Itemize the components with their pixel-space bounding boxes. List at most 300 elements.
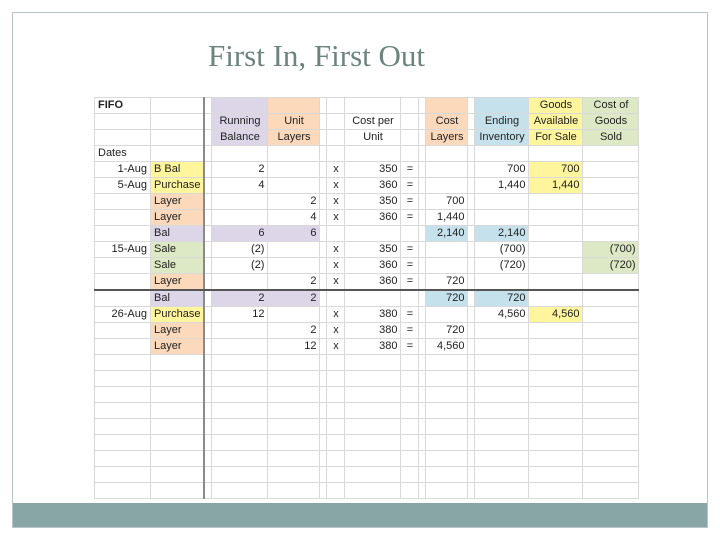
entry-label[interactable]: Purchase <box>151 307 205 323</box>
running-balance-cell[interactable]: 4 <box>212 178 268 194</box>
empty-cell[interactable] <box>95 355 151 371</box>
unit-layers-cell[interactable]: 12 <box>268 339 320 355</box>
entry-label[interactable]: Bal <box>151 290 205 307</box>
spacer-cell[interactable] <box>419 210 426 226</box>
header-cell[interactable] <box>327 130 345 146</box>
header-cost-layers[interactable] <box>426 98 468 114</box>
empty-cell[interactable] <box>419 435 426 451</box>
empty-cell[interactable] <box>204 483 212 499</box>
header-cell[interactable] <box>95 114 151 130</box>
empty-cell[interactable] <box>529 403 583 419</box>
empty-cell[interactable] <box>529 387 583 403</box>
spacer-cell[interactable] <box>419 307 426 323</box>
cogs-cell[interactable]: (720) <box>583 258 639 274</box>
date-cell[interactable] <box>95 339 151 355</box>
equals-cell[interactable]: = <box>401 210 419 226</box>
spacer-cell[interactable] <box>419 274 426 291</box>
spacer-cell[interactable] <box>320 242 327 258</box>
empty-cell[interactable] <box>419 403 426 419</box>
cost-layers-cell[interactable] <box>426 162 468 178</box>
empty-cell[interactable] <box>212 467 268 483</box>
goods-available-cell[interactable] <box>529 226 583 242</box>
spacer-cell[interactable] <box>468 339 475 355</box>
spacer-cell[interactable] <box>320 258 327 274</box>
header-cost-per[interactable] <box>345 98 401 114</box>
date-cell[interactable]: 5-Aug <box>95 178 151 194</box>
empty-cell[interactable] <box>151 419 205 435</box>
ending-inventory-cell[interactable] <box>475 194 529 210</box>
spacer-cell[interactable] <box>204 242 212 258</box>
date-cell[interactable] <box>95 323 151 339</box>
header-ending[interactable]: Inventory <box>475 130 529 146</box>
empty-cell[interactable] <box>320 451 327 467</box>
goods-available-cell[interactable]: 4,560 <box>529 307 583 323</box>
unit-layers-cell[interactable]: 2 <box>268 194 320 210</box>
header-cost-per[interactable]: Unit <box>345 130 401 146</box>
cogs-cell[interactable] <box>583 226 639 242</box>
date-cell[interactable] <box>95 194 151 210</box>
empty-cell[interactable] <box>401 403 419 419</box>
empty-cell[interactable] <box>419 355 426 371</box>
empty-cell[interactable] <box>320 435 327 451</box>
empty-cell[interactable] <box>320 371 327 387</box>
entry-label[interactable]: Bal <box>151 226 205 242</box>
entry-label[interactable]: Layer <box>151 274 205 291</box>
empty-cell[interactable] <box>327 387 345 403</box>
header-cogs[interactable]: Cost of <box>583 98 639 114</box>
empty-cell[interactable] <box>419 467 426 483</box>
running-balance-cell[interactable] <box>212 323 268 339</box>
date-cell[interactable]: 26-Aug <box>95 307 151 323</box>
empty-cell[interactable] <box>268 435 320 451</box>
spacer-cell[interactable] <box>468 242 475 258</box>
empty-cell[interactable] <box>320 146 327 162</box>
empty-cell[interactable] <box>475 467 529 483</box>
empty-cell[interactable] <box>151 403 205 419</box>
empty-cell[interactable] <box>327 403 345 419</box>
cogs-cell[interactable] <box>583 307 639 323</box>
empty-cell[interactable] <box>212 355 268 371</box>
empty-cell[interactable] <box>468 435 475 451</box>
empty-cell[interactable] <box>268 371 320 387</box>
empty-cell[interactable] <box>419 451 426 467</box>
entry-label[interactable]: Layer <box>151 323 205 339</box>
spacer-cell[interactable] <box>320 290 327 307</box>
empty-cell[interactable] <box>151 451 205 467</box>
header-cell[interactable] <box>320 98 327 114</box>
spacer-cell[interactable] <box>320 162 327 178</box>
running-balance-cell[interactable]: 12 <box>212 307 268 323</box>
empty-cell[interactable] <box>419 419 426 435</box>
empty-cell[interactable] <box>426 467 468 483</box>
header-ending[interactable]: Ending <box>475 114 529 130</box>
header-cell[interactable] <box>419 114 426 130</box>
cogs-cell[interactable] <box>583 210 639 226</box>
spacer-cell[interactable] <box>419 162 426 178</box>
equals-cell[interactable]: = <box>401 339 419 355</box>
empty-cell[interactable] <box>212 419 268 435</box>
header-cell[interactable] <box>401 114 419 130</box>
multiply-cell[interactable] <box>327 226 345 242</box>
empty-cell[interactable] <box>426 387 468 403</box>
empty-cell[interactable] <box>268 483 320 499</box>
empty-cell[interactable] <box>401 435 419 451</box>
empty-cell[interactable] <box>212 387 268 403</box>
empty-cell[interactable] <box>468 467 475 483</box>
empty-cell[interactable] <box>468 451 475 467</box>
empty-cell[interactable] <box>320 355 327 371</box>
header-cell[interactable] <box>95 130 151 146</box>
unit-layers-cell[interactable]: 2 <box>268 290 320 307</box>
empty-cell[interactable] <box>529 451 583 467</box>
spacer-cell[interactable] <box>320 339 327 355</box>
empty-cell[interactable] <box>426 451 468 467</box>
empty-cell[interactable] <box>401 419 419 435</box>
empty-cell[interactable] <box>212 435 268 451</box>
header-cell[interactable] <box>151 130 205 146</box>
header-running[interactable] <box>212 98 268 114</box>
empty-cell[interactable] <box>151 435 205 451</box>
empty-cell[interactable] <box>204 451 212 467</box>
spacer-cell[interactable] <box>320 226 327 242</box>
multiply-cell[interactable]: x <box>327 258 345 274</box>
empty-cell[interactable] <box>401 355 419 371</box>
entry-label[interactable]: Sale <box>151 242 205 258</box>
empty-cell[interactable] <box>151 146 205 162</box>
empty-cell[interactable] <box>468 355 475 371</box>
spacer-cell[interactable] <box>468 162 475 178</box>
empty-cell[interactable] <box>95 387 151 403</box>
cost-layers-cell[interactable]: 700 <box>426 194 468 210</box>
empty-cell[interactable] <box>204 419 212 435</box>
empty-cell[interactable] <box>529 483 583 499</box>
header-cell[interactable] <box>204 130 212 146</box>
empty-cell[interactable] <box>468 371 475 387</box>
equals-cell[interactable]: = <box>401 323 419 339</box>
empty-cell[interactable] <box>426 371 468 387</box>
ending-inventory-cell[interactable]: 720 <box>475 290 529 307</box>
empty-cell[interactable] <box>345 146 401 162</box>
empty-cell[interactable] <box>475 483 529 499</box>
empty-cell[interactable] <box>475 403 529 419</box>
cost-layers-cell[interactable]: 1,440 <box>426 210 468 226</box>
header-cell[interactable] <box>468 130 475 146</box>
header-ending[interactable] <box>475 98 529 114</box>
entry-label[interactable]: Layer <box>151 339 205 355</box>
empty-cell[interactable] <box>204 403 212 419</box>
header-cell[interactable]: FIFO <box>95 98 151 114</box>
goods-available-cell[interactable] <box>529 323 583 339</box>
empty-cell[interactable] <box>204 435 212 451</box>
empty-cell[interactable] <box>529 146 583 162</box>
empty-cell[interactable] <box>320 419 327 435</box>
header-cost-layers[interactable]: Layers <box>426 130 468 146</box>
multiply-cell[interactable]: x <box>327 307 345 323</box>
spacer-cell[interactable] <box>419 323 426 339</box>
empty-cell[interactable] <box>583 371 639 387</box>
empty-cell[interactable] <box>151 467 205 483</box>
spacer-cell[interactable] <box>204 210 212 226</box>
empty-cell[interactable] <box>419 146 426 162</box>
cogs-cell[interactable] <box>583 339 639 355</box>
cogs-cell[interactable] <box>583 290 639 307</box>
empty-cell[interactable] <box>475 451 529 467</box>
spacer-cell[interactable] <box>204 194 212 210</box>
header-cell[interactable] <box>204 98 212 114</box>
cogs-cell[interactable] <box>583 274 639 291</box>
empty-cell[interactable] <box>327 483 345 499</box>
empty-cell[interactable] <box>401 451 419 467</box>
spacer-cell[interactable] <box>204 307 212 323</box>
empty-cell[interactable] <box>345 419 401 435</box>
cost-layers-cell[interactable]: 720 <box>426 274 468 291</box>
empty-cell[interactable] <box>468 483 475 499</box>
spacer-cell[interactable] <box>468 307 475 323</box>
empty-cell[interactable] <box>204 355 212 371</box>
empty-cell[interactable] <box>268 419 320 435</box>
empty-cell[interactable] <box>327 419 345 435</box>
cost-layers-cell[interactable]: 720 <box>426 323 468 339</box>
ending-inventory-cell[interactable]: (720) <box>475 258 529 274</box>
empty-cell[interactable] <box>419 387 426 403</box>
spacer-cell[interactable] <box>204 178 212 194</box>
running-balance-cell[interactable] <box>212 210 268 226</box>
cost-layers-cell[interactable] <box>426 242 468 258</box>
empty-cell[interactable] <box>583 467 639 483</box>
spacer-cell[interactable] <box>204 323 212 339</box>
cost-per-unit-cell[interactable]: 350 <box>345 242 401 258</box>
empty-cell[interactable] <box>268 467 320 483</box>
empty-cell[interactable] <box>468 419 475 435</box>
date-cell[interactable]: 1-Aug <box>95 162 151 178</box>
spacer-cell[interactable] <box>320 307 327 323</box>
header-cogs[interactable]: Goods <box>583 114 639 130</box>
header-cell[interactable] <box>204 114 212 130</box>
header-cell[interactable] <box>468 114 475 130</box>
running-balance-cell[interactable]: (2) <box>212 242 268 258</box>
spacer-cell[interactable] <box>419 194 426 210</box>
empty-cell[interactable] <box>401 371 419 387</box>
goods-available-cell[interactable] <box>529 274 583 291</box>
empty-cell[interactable] <box>95 483 151 499</box>
unit-layers-cell[interactable] <box>268 178 320 194</box>
empty-cell[interactable] <box>475 419 529 435</box>
empty-cell[interactable] <box>95 467 151 483</box>
cost-layers-cell[interactable]: 2,140 <box>426 226 468 242</box>
empty-cell[interactable] <box>95 451 151 467</box>
empty-cell[interactable] <box>345 403 401 419</box>
spacer-cell[interactable] <box>468 194 475 210</box>
unit-layers-cell[interactable]: 4 <box>268 210 320 226</box>
empty-cell[interactable] <box>583 483 639 499</box>
empty-cell[interactable] <box>468 403 475 419</box>
cost-layers-cell[interactable]: 720 <box>426 290 468 307</box>
date-cell[interactable] <box>95 226 151 242</box>
goods-available-cell[interactable] <box>529 242 583 258</box>
cost-per-unit-cell[interactable]: 360 <box>345 210 401 226</box>
ending-inventory-cell[interactable] <box>475 339 529 355</box>
empty-cell[interactable] <box>204 467 212 483</box>
spacer-cell[interactable] <box>419 258 426 274</box>
equals-cell[interactable]: = <box>401 242 419 258</box>
header-cell[interactable] <box>320 114 327 130</box>
empty-cell[interactable] <box>529 435 583 451</box>
empty-cell[interactable] <box>345 467 401 483</box>
spacer-cell[interactable] <box>468 323 475 339</box>
header-cell[interactable] <box>419 98 426 114</box>
empty-cell[interactable] <box>212 483 268 499</box>
ending-inventory-cell[interactable]: 700 <box>475 162 529 178</box>
empty-cell[interactable] <box>345 483 401 499</box>
entry-label[interactable]: Layer <box>151 210 205 226</box>
multiply-cell[interactable]: x <box>327 194 345 210</box>
cost-layers-cell[interactable]: 4,560 <box>426 339 468 355</box>
equals-cell[interactable]: = <box>401 178 419 194</box>
dates-header[interactable]: Dates <box>95 146 151 162</box>
empty-cell[interactable] <box>426 146 468 162</box>
entry-label[interactable]: Layer <box>151 194 205 210</box>
empty-cell[interactable] <box>204 371 212 387</box>
empty-cell[interactable] <box>583 451 639 467</box>
empty-cell[interactable] <box>212 146 268 162</box>
spacer-cell[interactable] <box>204 162 212 178</box>
empty-cell[interactable] <box>401 483 419 499</box>
empty-cell[interactable] <box>95 435 151 451</box>
unit-layers-cell[interactable] <box>268 307 320 323</box>
spacer-cell[interactable] <box>204 226 212 242</box>
spacer-cell[interactable] <box>320 194 327 210</box>
cost-layers-cell[interactable] <box>426 307 468 323</box>
multiply-cell[interactable]: x <box>327 178 345 194</box>
empty-cell[interactable] <box>475 355 529 371</box>
unit-layers-cell[interactable]: 6 <box>268 226 320 242</box>
header-cell[interactable] <box>327 98 345 114</box>
header-cost-layers[interactable]: Cost <box>426 114 468 130</box>
ending-inventory-cell[interactable] <box>475 323 529 339</box>
ending-inventory-cell[interactable]: 1,440 <box>475 178 529 194</box>
spacer-cell[interactable] <box>468 226 475 242</box>
cost-per-unit-cell[interactable]: 350 <box>345 162 401 178</box>
cost-layers-cell[interactable] <box>426 258 468 274</box>
empty-cell[interactable] <box>583 146 639 162</box>
empty-cell[interactable] <box>95 403 151 419</box>
cost-per-unit-cell[interactable]: 380 <box>345 339 401 355</box>
empty-cell[interactable] <box>204 387 212 403</box>
spacer-cell[interactable] <box>204 339 212 355</box>
header-cogs[interactable]: Sold <box>583 130 639 146</box>
empty-cell[interactable] <box>212 451 268 467</box>
empty-cell[interactable] <box>95 371 151 387</box>
equals-cell[interactable] <box>401 226 419 242</box>
empty-cell[interactable] <box>529 467 583 483</box>
goods-available-cell[interactable] <box>529 194 583 210</box>
entry-label[interactable]: Purchase <box>151 178 205 194</box>
unit-layers-cell[interactable]: 2 <box>268 274 320 291</box>
empty-cell[interactable] <box>468 387 475 403</box>
empty-cell[interactable] <box>529 419 583 435</box>
spacer-cell[interactable] <box>419 242 426 258</box>
empty-cell[interactable] <box>583 419 639 435</box>
header-cell[interactable] <box>320 130 327 146</box>
empty-cell[interactable] <box>268 387 320 403</box>
cogs-cell[interactable] <box>583 323 639 339</box>
empty-cell[interactable] <box>327 371 345 387</box>
running-balance-cell[interactable]: 2 <box>212 290 268 307</box>
empty-cell[interactable] <box>212 371 268 387</box>
empty-cell[interactable] <box>401 146 419 162</box>
empty-cell[interactable] <box>426 483 468 499</box>
unit-layers-cell[interactable] <box>268 258 320 274</box>
empty-cell[interactable] <box>212 403 268 419</box>
multiply-cell[interactable] <box>327 290 345 307</box>
unit-layers-cell[interactable] <box>268 242 320 258</box>
empty-cell[interactable] <box>268 146 320 162</box>
empty-cell[interactable] <box>327 467 345 483</box>
equals-cell[interactable]: = <box>401 194 419 210</box>
empty-cell[interactable] <box>320 387 327 403</box>
header-cell[interactable] <box>419 130 426 146</box>
header-unit-layers[interactable]: Layers <box>268 130 320 146</box>
cost-per-unit-cell[interactable]: 360 <box>345 274 401 291</box>
goods-available-cell[interactable] <box>529 290 583 307</box>
spacer-cell[interactable] <box>320 323 327 339</box>
equals-cell[interactable]: = <box>401 307 419 323</box>
empty-cell[interactable] <box>151 371 205 387</box>
empty-cell[interactable] <box>426 419 468 435</box>
multiply-cell[interactable]: x <box>327 162 345 178</box>
spacer-cell[interactable] <box>468 178 475 194</box>
empty-cell[interactable] <box>327 146 345 162</box>
empty-cell[interactable] <box>583 403 639 419</box>
goods-available-cell[interactable] <box>529 258 583 274</box>
spacer-cell[interactable] <box>468 258 475 274</box>
empty-cell[interactable] <box>583 435 639 451</box>
empty-cell[interactable] <box>345 451 401 467</box>
multiply-cell[interactable]: x <box>327 242 345 258</box>
header-cell[interactable] <box>327 114 345 130</box>
spacer-cell[interactable] <box>468 290 475 307</box>
empty-cell[interactable] <box>475 435 529 451</box>
entry-label[interactable]: Sale <box>151 258 205 274</box>
empty-cell[interactable] <box>419 483 426 499</box>
date-cell[interactable] <box>95 290 151 307</box>
running-balance-cell[interactable] <box>212 339 268 355</box>
ending-inventory-cell[interactable]: 4,560 <box>475 307 529 323</box>
empty-cell[interactable] <box>95 419 151 435</box>
empty-cell[interactable] <box>151 387 205 403</box>
spacer-cell[interactable] <box>320 274 327 291</box>
multiply-cell[interactable]: x <box>327 210 345 226</box>
header-unit-layers[interactable]: Unit <box>268 114 320 130</box>
cost-per-unit-cell[interactable]: 380 <box>345 323 401 339</box>
running-balance-cell[interactable]: 2 <box>212 162 268 178</box>
empty-cell[interactable] <box>419 371 426 387</box>
date-cell[interactable]: 15-Aug <box>95 242 151 258</box>
equals-cell[interactable] <box>401 290 419 307</box>
cost-per-unit-cell[interactable]: 380 <box>345 307 401 323</box>
cost-per-unit-cell[interactable] <box>345 226 401 242</box>
date-cell[interactable] <box>95 258 151 274</box>
empty-cell[interactable] <box>401 467 419 483</box>
spacer-cell[interactable] <box>204 258 212 274</box>
header-cell[interactable] <box>468 98 475 114</box>
spacer-cell[interactable] <box>419 178 426 194</box>
header-cell[interactable] <box>401 130 419 146</box>
header-goods-available[interactable]: Available <box>529 114 583 130</box>
empty-cell[interactable] <box>268 451 320 467</box>
empty-cell[interactable] <box>345 435 401 451</box>
cost-per-unit-cell[interactable]: 360 <box>345 258 401 274</box>
